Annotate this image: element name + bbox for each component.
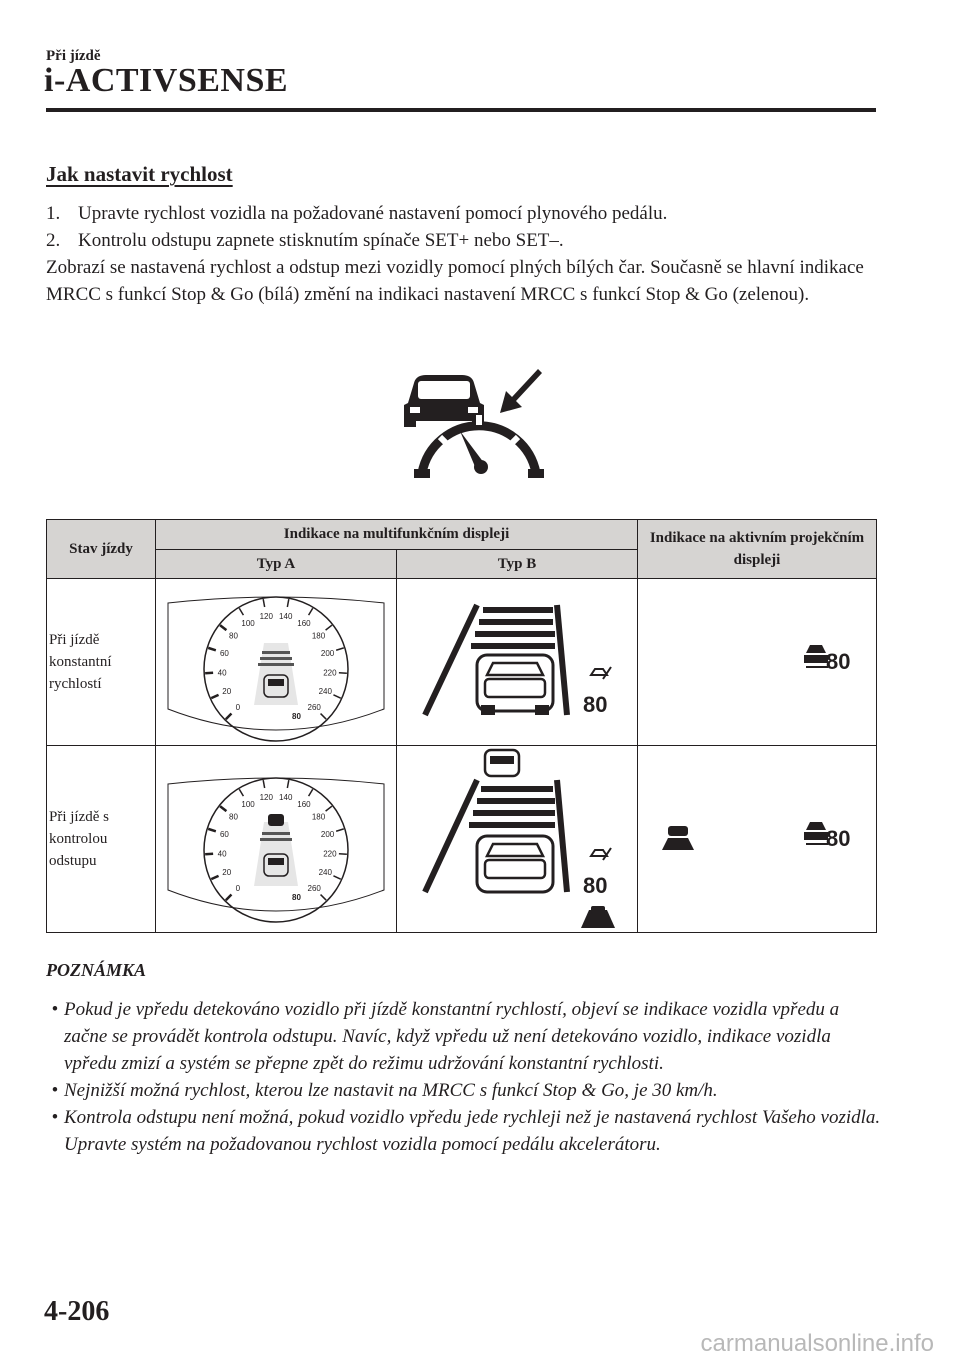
step-text: Kontrolu odstupu zapnete stisknutím spínače SET+ nebo SET–. [78,230,564,251]
lane-display [397,579,637,745]
steps-list [46,200,896,308]
mrcc-indicator-icon [400,365,550,485]
note-item: • Nejnižší možná rychlost, kterou lze nastavit na MRCC s funkcí Stop & Go, je 30 km/h. [46,1077,886,1104]
step-number: 2. [46,230,61,251]
lane-display [397,746,637,932]
hud-display [638,579,876,745]
speedometer-gauge [156,746,396,932]
gauge-tick-label: 260 [307,703,321,713]
type-b-cell [397,579,638,746]
gauge-tick-label: 180 [311,812,326,822]
step-2-continuation: Zobrazí se nastavená rychlost a odstup mezi vozidly pomocí plných bílých čar. Současně se hlavní indikace MRCC s funkcí Stop & Go (bílá) změní na indikaci nastavení MRCC s funkcí Stop & Go (zelenou). [46,257,864,305]
hud-speed: 80 [826,826,851,851]
note-item: • Kontrola odstupu není možná, pokud vozidlo vpředu jede rychleji než je nastavená rychlost Vašeho vozidla. Upravte systém na požadovanou rychlost vozidla pomocí pedálu akcelerátoru. [46,1104,886,1158]
gauge-tick [239,608,243,615]
gauge-tick [326,806,332,811]
gauge-tick [226,714,232,720]
row-label: Při jízdě s kontrolou odstupu [47,746,156,933]
gauge-tick-label: 140 [279,792,293,802]
gauge-tick-label: 140 [279,611,293,621]
col-header-type-a: Typ A [156,550,397,579]
row-label: Při jízdě konstantní rychlostí [47,579,156,746]
gauge-tick-label: 120 [259,792,273,802]
bullet: • [51,999,59,1020]
gauge-tick [263,599,264,607]
gauge-tick [336,829,344,831]
gauge-tick-label: 80 [229,812,238,822]
watermark: carmanualsonline.info [700,1330,934,1357]
gauge-tick-label: 180 [311,631,326,641]
gauge-tick-label: 100 [241,618,255,628]
gauge-tick-label: 0 [235,884,241,894]
gauge-tick [239,789,243,796]
gauge-tick [211,695,218,698]
table-row [47,579,877,746]
col-header-hud: Indikace na aktivním projekčním displeji [638,520,877,579]
gauge-tick-label: 220 [323,668,337,678]
hud-cell [638,746,877,933]
set-speed: 80 [583,692,608,717]
gauge-tick-label: 20 [222,868,232,878]
hud-speed: 80 [826,649,851,674]
bullet: • [51,1107,59,1128]
page-number: 4-206 [44,1296,110,1327]
gauge-tick-label: 60 [219,648,229,658]
set-speed: 80 [583,873,608,898]
gauge-tick [336,648,344,650]
gauge-tick-label: 160 [297,799,311,809]
gauge-tick [263,780,264,788]
step-2 [46,227,896,254]
chapter-title: i-ACTIVSENSE [44,62,289,99]
notes-list [46,996,886,1158]
gauge-tick-label: 220 [323,849,337,859]
gauge-tick-label: 40 [217,849,227,859]
step-text: Upravte rychlost vozidla na požadované nastavení pomocí plynového pedálu. [78,203,668,224]
gauge-tick-label: 200 [320,829,335,839]
col-header-multi: Indikace na multifunkčním displeji [156,520,638,550]
gauge-tick [287,599,288,607]
note-item: • Pokud je vpředu detekováno vozidlo při jízdě konstantní rychlostí, objeví se indikace vozidla vpředu a začne se provádět kontrola odstupu. Navíc, když vpředu už není detekováno vozidlo, indikace vozidla vpředu zmizí a systém se přepne zpět do režimu udržování konstantní rychlosti. [46,996,886,1077]
gauge-tick [333,695,340,698]
type-a-cell [156,579,397,746]
gauge-tick [326,625,332,630]
gauge-tick-label: 200 [320,648,335,658]
type-a-cell [156,746,397,933]
hud-cell [638,579,877,746]
gauge-tick [333,876,340,879]
section-label: Při jízdě [46,48,101,64]
gauge-tick [220,625,226,630]
gauge-tick [211,876,218,879]
set-speed: 80 [292,712,301,721]
header-rule [46,108,876,112]
col-header-state: Stav jízdy [47,520,156,579]
gauge-tick-label: 20 [222,687,232,697]
gauge-tick [321,895,327,901]
set-speed: 80 [292,893,301,902]
gauge-tick-label: 120 [259,611,273,621]
speedometer-gauge [156,579,396,745]
gauge-tick-label: 80 [229,631,238,641]
gauge-tick-label: 240 [318,687,332,697]
gauge-tick [309,789,313,796]
gauge-tick [220,806,226,811]
table-row [47,746,877,933]
gauge-tick [309,608,313,615]
gauge-tick [321,714,327,720]
gauge-tick [208,829,216,831]
section-heading: Jak nastavit rychlost [46,162,233,186]
type-b-cell [397,746,638,933]
hud-display [638,746,876,932]
indicator-table [46,519,877,933]
step-1 [46,200,896,227]
gauge-tick-label: 100 [241,799,255,809]
gauge-tick-label: 40 [217,668,227,678]
gauge-tick-label: 260 [307,884,321,894]
col-header-type-b: Typ B [397,550,638,579]
gauge-tick-label: 0 [235,703,241,713]
bullet: • [51,1080,59,1101]
note-title: POZNÁMKA [46,960,147,980]
gauge-tick-label: 160 [297,618,311,628]
gauge-tick [287,780,288,788]
step-number: 1. [46,203,61,224]
gauge-tick [226,895,232,901]
gauge-tick-label: 60 [219,829,229,839]
gauge-tick [208,648,216,650]
gauge-tick-label: 240 [318,868,332,878]
